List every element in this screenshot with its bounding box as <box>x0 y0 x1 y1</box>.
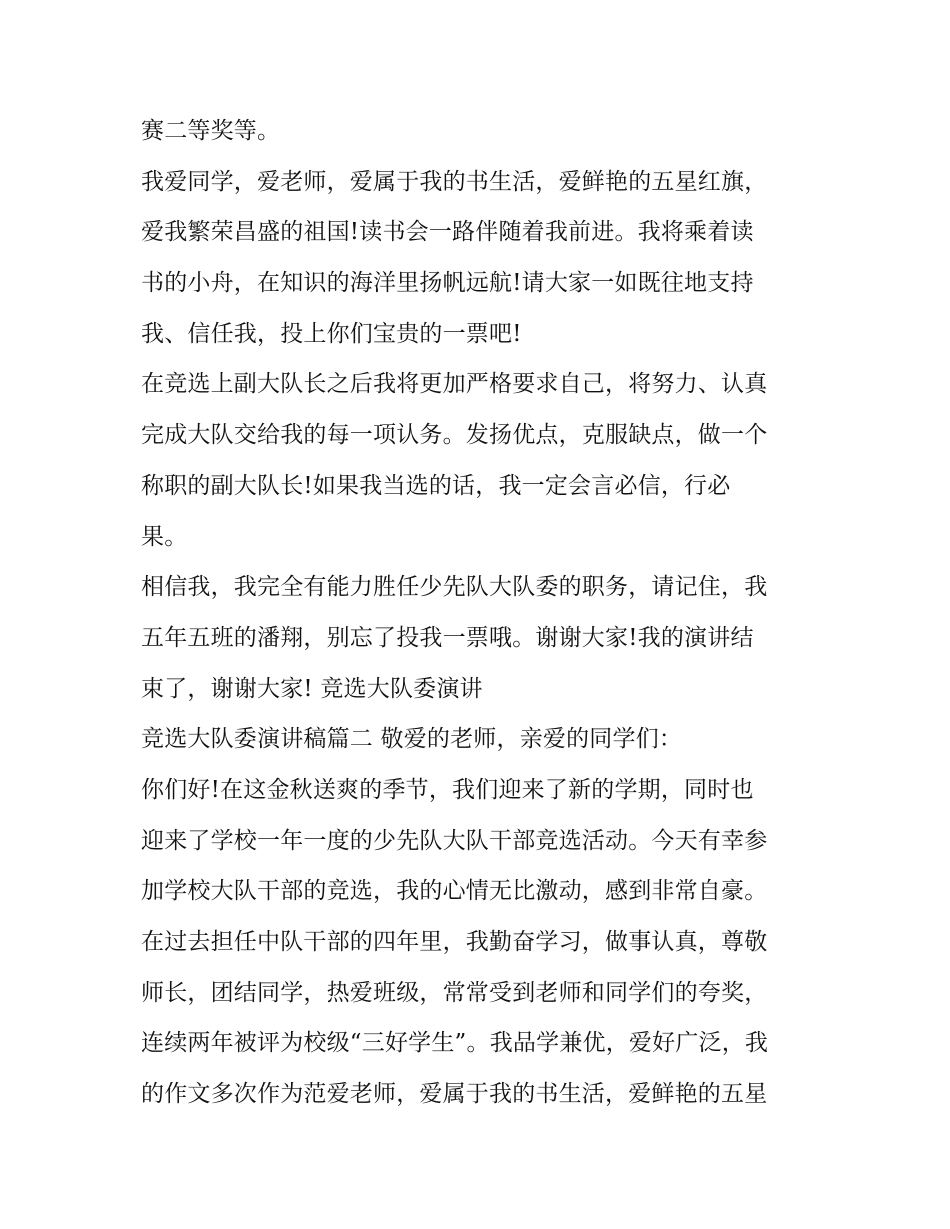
text-line: 我爱同学，爱老师，爱属于我的书生活，爱鲜艳的五星红旗， <box>141 168 768 195</box>
document-body <box>141 106 821 1120</box>
text-line: 书的小舟，在知识的海洋里扬帆远航!请大家一如既往地支持 <box>141 270 754 297</box>
text-line: 爱我繁荣昌盛的祖国!读书会一路伴随着我前进。我将乘着读 <box>141 219 754 246</box>
text-line: 师长，团结同学，热爱班级，常常受到老师和同学们的夸奖， <box>141 979 768 1006</box>
text-line: 加学校大队干部的竞选，我的心情无比激动，感到非常自豪。 <box>141 878 768 905</box>
text-line: 果。 <box>141 523 188 550</box>
text-line: 称职的副大队长!如果我当选的话，我一定会言必信，行必 <box>141 472 731 499</box>
text-line: 相信我，我完全有能力胜任少先队大队委的职务，请记住，我 <box>141 574 768 601</box>
text-line: 竞选大队委演讲稿篇二 敬爱的老师，亲爱的同学们： <box>141 726 683 753</box>
text-line: 在竞选上副大队长之后我将更加严格要求自己，将努力、认真 <box>141 371 768 398</box>
text-line: 迎来了学校一年一度的少先队大队干部竞选活动。今天有幸参 <box>141 827 768 854</box>
text-line: 连续两年被评为校级“三好学生”。我品学兼优，爱好广泛，我 <box>141 1030 769 1057</box>
text-line: 赛二等奖等。 <box>141 118 281 144</box>
text-line: 完成大队交给我的每一项认务。发扬优点，克服缺点，做一个 <box>141 422 768 449</box>
text-line: 你们好!在这金秋送爽的季节，我们迎来了新的学期，同时也 <box>141 776 754 803</box>
text-line: 在过去担任中队干部的四年里，我勤奋学习，做事认真，尊敬 <box>141 929 768 955</box>
text-line: 五年五班的潘翔，别忘了投我一票哦。谢谢大家!我的演讲结 <box>141 624 754 651</box>
text-line: 的作文多次作为范爱老师，爱属于我的书生活，爱鲜艳的五星 <box>141 1081 768 1108</box>
text-line: 束了，谢谢大家! 竞选大队委演讲 <box>141 675 483 702</box>
text-line: 我、信任我，投上你们宝贵的一票吧! <box>141 320 522 347</box>
